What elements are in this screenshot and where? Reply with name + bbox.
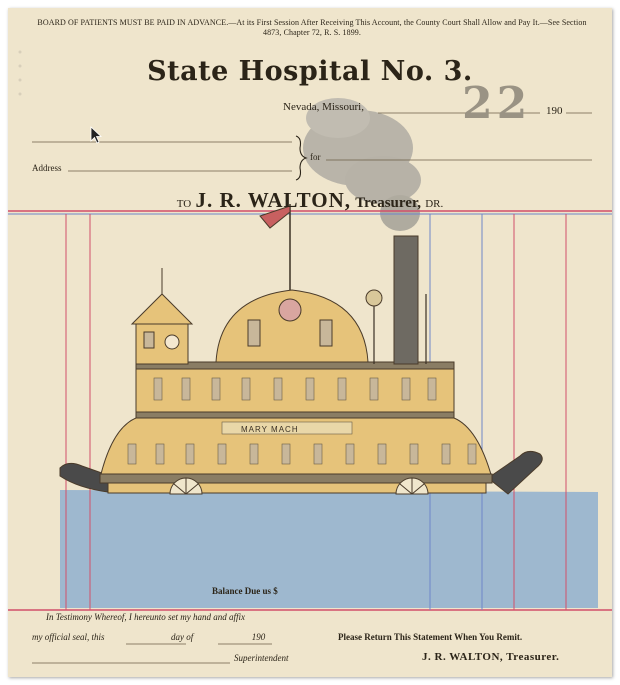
seal-line-b: day of <box>171 632 194 642</box>
dr-label: DR. <box>425 198 444 210</box>
waterline <box>108 483 486 493</box>
invoice-paper <box>8 8 612 677</box>
for-label: for <box>310 152 321 162</box>
to-prefix: TO <box>176 198 192 210</box>
superintendent-label: Superintendent <box>234 653 289 663</box>
payment-notice: BOARD OF PATIENTS MUST BE PAID IN ADVANCE.—At its First Session After Receiving This Account, the County Court Shall Allow and Pay It.—See Section 4873, Chapter 72, R. S. 1899. <box>37 18 587 37</box>
smokestack <box>394 236 418 364</box>
hull-band <box>100 474 492 483</box>
mouse-cursor-icon <box>90 126 104 146</box>
boat <box>60 204 542 494</box>
treasurer-title: Treasurer, <box>355 195 421 211</box>
water <box>60 490 598 608</box>
seal-line <box>32 632 265 642</box>
testimony-text: In Testimony Whereof, I hereunto set my hand and affix <box>46 612 245 622</box>
seal-line-c: 190 <box>251 632 266 642</box>
place-label: Nevada, Missouri, <box>283 101 364 113</box>
address-label: Address <box>32 163 62 173</box>
dome-porthole <box>279 299 301 321</box>
treasurer-signature: J. R. WALTON, Treasurer. <box>422 651 560 663</box>
year-prefix: 190 <box>546 105 563 117</box>
seal-line-a: my official seal, this <box>32 632 105 642</box>
treasurer-name: J. R. WALTON, <box>195 188 352 212</box>
page-title: State Hospital No. 3. <box>147 56 473 87</box>
to-treasurer-line <box>8 188 612 213</box>
return-note: Please Return This Statement When You Remit. <box>338 632 523 642</box>
balance-due: Balance Due us $ <box>212 586 278 596</box>
boat-name: MARY MACH <box>241 425 299 434</box>
handwritten-number: 22 <box>462 78 532 129</box>
stern-head <box>488 451 542 494</box>
